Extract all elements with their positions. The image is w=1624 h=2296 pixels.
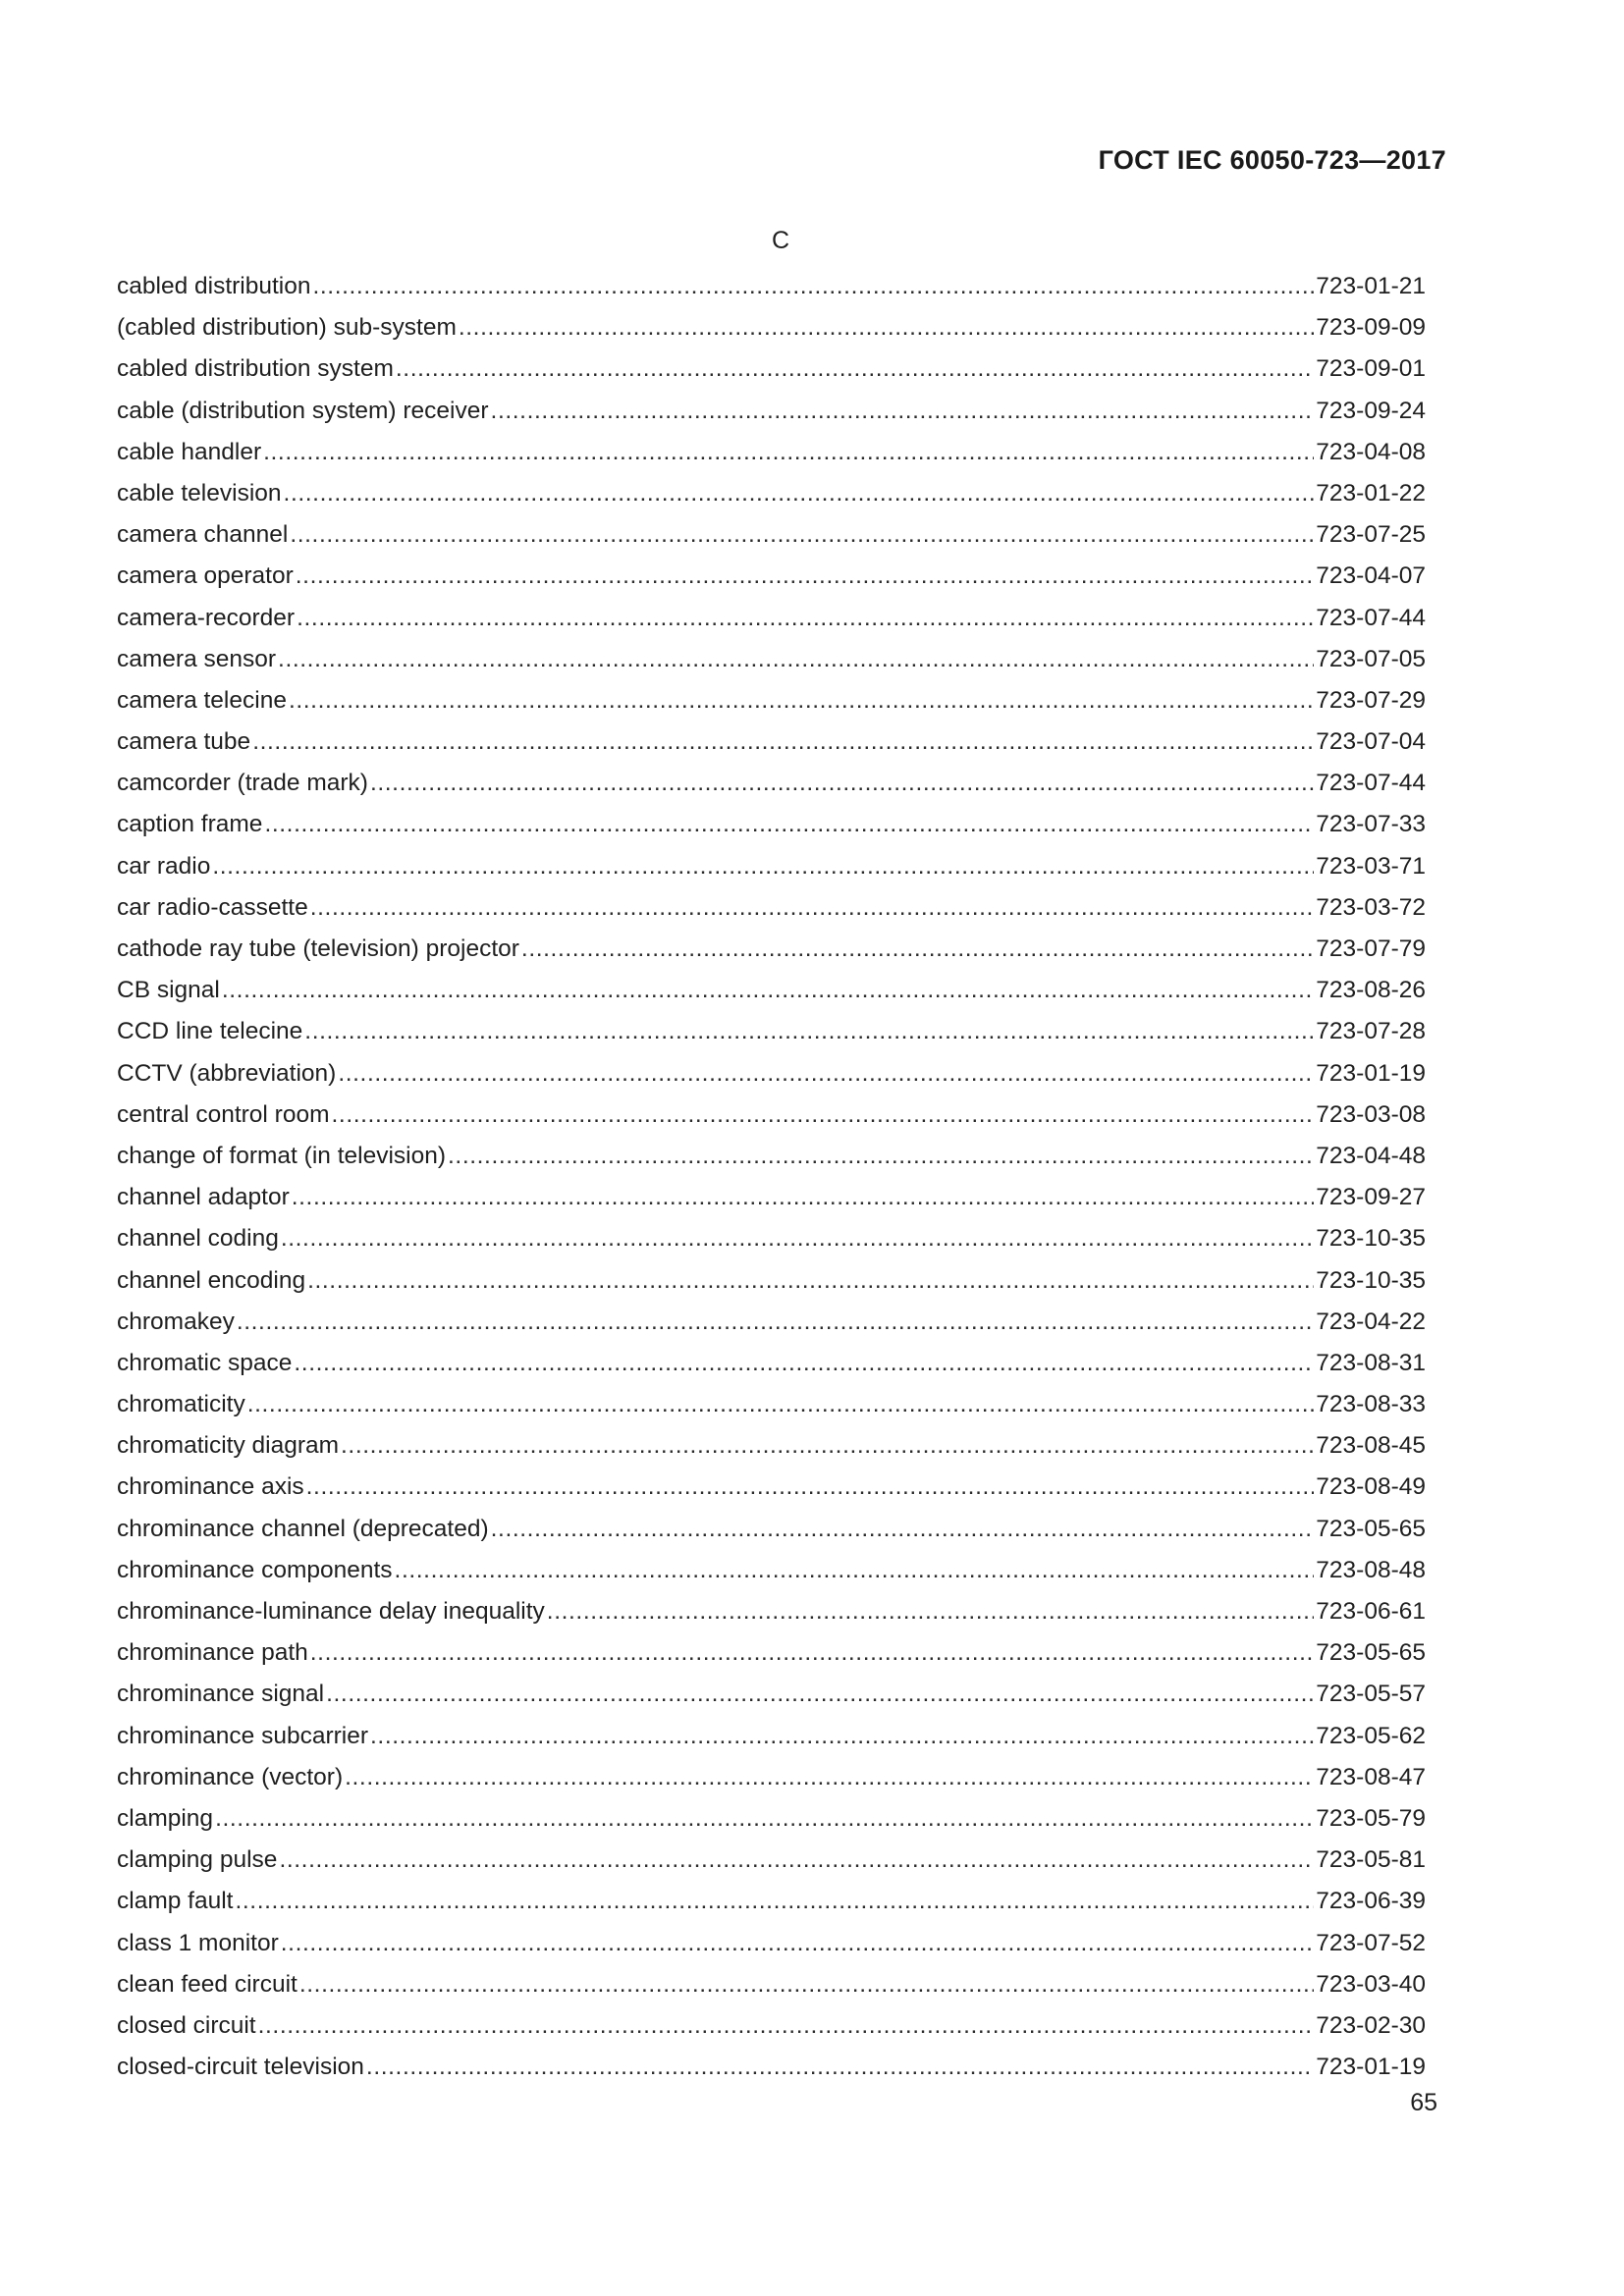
- index-entry-term: chrominance components: [117, 1556, 393, 1583]
- index-entry-reference: 723-05-79: [1316, 1804, 1426, 1832]
- index-entry: [117, 887, 1426, 929]
- index-entry: [117, 1053, 1426, 1095]
- index-entry-term: channel encoding: [117, 1266, 306, 1294]
- index-entry-term: cabled distribution: [117, 273, 311, 299]
- dot-leader: [296, 556, 1315, 597]
- index-entry: [117, 514, 1426, 556]
- index-entry-term: clamp fault: [117, 1888, 234, 1915]
- dot-leader: [212, 846, 1314, 887]
- index-entry-term: cabled distribution system: [117, 355, 394, 383]
- index-entry-term: channel adaptor: [117, 1184, 290, 1211]
- index-entry: [117, 598, 1426, 639]
- index-entry-term: channel coding: [117, 1225, 279, 1253]
- index-entry: [117, 2005, 1426, 2047]
- index-entry-reference: 723-08-47: [1316, 1763, 1426, 1790]
- index-entry-reference: 723-01-21: [1316, 273, 1426, 299]
- index-entry: [117, 556, 1426, 597]
- dot-leader: [222, 970, 1314, 1011]
- index-entry-reference: 723-03-40: [1316, 1970, 1426, 1998]
- index-entry: [117, 680, 1426, 721]
- index-entry-term: camera telecine: [117, 686, 287, 714]
- index-entry: [117, 1716, 1426, 1757]
- index-entry-reference: 723-07-33: [1316, 811, 1426, 838]
- index-entry: [117, 721, 1426, 763]
- dot-leader: [306, 1467, 1315, 1508]
- index-entry-term: camera operator: [117, 562, 294, 590]
- document-standard-title: ГОСТ IEC 60050-723—2017: [1098, 145, 1446, 175]
- index-entry: [117, 1136, 1426, 1177]
- dot-leader: [307, 1260, 1314, 1302]
- index-entry: [117, 307, 1426, 348]
- index-entry: [117, 1425, 1426, 1467]
- index-entry: [117, 1840, 1426, 1881]
- index-entry: [117, 639, 1426, 680]
- index-entry-term: clamping: [117, 1804, 214, 1832]
- index-section-letter: C: [771, 227, 790, 254]
- dot-leader: [304, 1011, 1314, 1052]
- index-entry: [117, 2047, 1426, 2088]
- index-entry-term: central control room: [117, 1100, 330, 1128]
- dot-leader: [310, 887, 1315, 929]
- dot-leader: [326, 1674, 1314, 1715]
- dot-leader: [338, 1053, 1314, 1095]
- index-entry-term: clean feed circuit: [117, 1970, 298, 1998]
- dot-leader: [448, 1136, 1314, 1177]
- index-entry-reference: 723-04-22: [1316, 1308, 1426, 1335]
- index-entry-term: chrominance-luminance delay inequality: [117, 1598, 545, 1625]
- index-entry-term: chrominance subcarrier: [117, 1722, 368, 1749]
- index-entry-reference: 723-08-33: [1316, 1391, 1426, 1418]
- index-entry: [117, 970, 1426, 1011]
- dot-leader: [278, 639, 1314, 680]
- index-entry-term: chrominance path: [117, 1639, 308, 1667]
- index-entry: [117, 804, 1426, 845]
- dot-leader: [281, 1923, 1315, 1964]
- index-entry: [117, 1591, 1426, 1632]
- index-entry-term: closed circuit: [117, 2011, 256, 2039]
- index-entry-reference: 723-07-79: [1316, 935, 1426, 962]
- index-entry-reference: 723-03-72: [1316, 893, 1426, 921]
- index-entry-term: chrominance channel (deprecated): [117, 1515, 489, 1542]
- index-entry-term: cable television: [117, 479, 282, 507]
- dot-leader: [310, 1632, 1315, 1674]
- dot-leader: [396, 348, 1314, 390]
- dot-leader: [395, 1550, 1315, 1591]
- index-entry-reference: 723-04-07: [1316, 562, 1426, 590]
- index-entry-term: car radio-cassette: [117, 893, 308, 921]
- index-entry-term: caption frame: [117, 811, 263, 838]
- index-entry-term: chromatic space: [117, 1349, 293, 1376]
- dot-leader: [312, 266, 1314, 307]
- dot-leader: [341, 1425, 1314, 1467]
- index-entry-reference: 723-10-35: [1316, 1266, 1426, 1294]
- index-entry: [117, 1218, 1426, 1259]
- dot-leader: [491, 391, 1315, 432]
- index-entry-term: class 1 monitor: [117, 1929, 279, 1956]
- dot-leader: [547, 1591, 1315, 1632]
- index-entry-term: car radio: [117, 852, 211, 880]
- dot-leader: [215, 1798, 1314, 1840]
- dot-leader: [459, 307, 1314, 348]
- dot-leader: [332, 1095, 1315, 1136]
- index-entry: [117, 1177, 1426, 1218]
- index-entry: [117, 1964, 1426, 2005]
- dot-leader: [366, 2047, 1314, 2088]
- index-entry-term: CCTV (abbreviation): [117, 1059, 337, 1087]
- dot-leader: [290, 514, 1314, 556]
- index-entry: [117, 846, 1426, 887]
- dot-leader: [263, 432, 1314, 473]
- index-entry-term: chromakey: [117, 1308, 235, 1335]
- index-entry: [117, 1384, 1426, 1425]
- index-entry-term: chrominance signal: [117, 1681, 325, 1708]
- dot-leader: [264, 804, 1314, 845]
- index-entry: [117, 266, 1426, 307]
- index-entry-term: camcorder (trade mark): [117, 770, 368, 797]
- index-entry-reference: 723-08-31: [1316, 1349, 1426, 1376]
- index-entry-reference: 723-07-05: [1316, 645, 1426, 672]
- dot-leader: [235, 1881, 1314, 1922]
- dot-leader: [281, 1218, 1314, 1259]
- page-number: 65: [1410, 2089, 1437, 2116]
- index-entry-reference: 723-03-71: [1316, 852, 1426, 880]
- index-entry-reference: 723-05-65: [1316, 1515, 1426, 1542]
- index-entry: [117, 391, 1426, 432]
- index-entry-term: chromaticity diagram: [117, 1432, 340, 1460]
- index-entry-reference: 723-07-29: [1316, 686, 1426, 714]
- index-entry: [117, 1757, 1426, 1798]
- index-entry-reference: 723-08-48: [1316, 1556, 1426, 1583]
- index-entry-term: chromaticity: [117, 1391, 245, 1418]
- index-entry-term: chrominance (vector): [117, 1763, 344, 1790]
- index-entry-reference: 723-04-08: [1316, 438, 1426, 465]
- index-entry-reference: 723-08-45: [1316, 1432, 1426, 1460]
- index-entry: [117, 473, 1426, 514]
- index-entry-term: CB signal: [117, 977, 220, 1004]
- index-entry: [117, 1260, 1426, 1302]
- index-entry-term: cable handler: [117, 438, 262, 465]
- dot-leader: [247, 1384, 1315, 1425]
- index-entry: [117, 1095, 1426, 1136]
- index-entry-reference: 723-07-04: [1316, 728, 1426, 756]
- index-entry-reference: 723-01-22: [1316, 479, 1426, 507]
- index-entry: [117, 1923, 1426, 1964]
- index-entry: [117, 1509, 1426, 1550]
- index-entry: [117, 1011, 1426, 1052]
- dot-leader: [289, 680, 1314, 721]
- index-entry-reference: 723-07-52: [1316, 1929, 1426, 1956]
- index-entry-reference: 723-07-25: [1316, 521, 1426, 549]
- dot-leader: [521, 929, 1314, 970]
- index-entry-reference: 723-05-81: [1316, 1846, 1426, 1874]
- dot-leader: [292, 1177, 1315, 1218]
- dot-leader: [370, 763, 1314, 804]
- index-entry-reference: 723-09-27: [1316, 1184, 1426, 1211]
- index-entry: [117, 432, 1426, 473]
- index-entry: [117, 1674, 1426, 1715]
- index-entry: [117, 1467, 1426, 1508]
- index-entry-term: closed-circuit television: [117, 2054, 364, 2081]
- index-entry-term: camera tube: [117, 728, 251, 756]
- index-entry-reference: 723-06-39: [1316, 1888, 1426, 1915]
- index-entry-reference: 723-09-09: [1316, 314, 1426, 342]
- index-entry-reference: 723-07-44: [1316, 604, 1426, 631]
- dot-leader: [491, 1509, 1315, 1550]
- index-entry: [117, 1302, 1426, 1343]
- dot-leader: [258, 2005, 1315, 2047]
- index-entry-reference: 723-05-57: [1316, 1681, 1426, 1708]
- index-entry-reference: 723-08-49: [1316, 1473, 1426, 1501]
- dot-leader: [237, 1302, 1314, 1343]
- index-entry-reference: 723-07-44: [1316, 770, 1426, 797]
- index-entry-reference: 723-03-08: [1316, 1100, 1426, 1128]
- dot-leader: [299, 1964, 1314, 2005]
- index-entry: [117, 1798, 1426, 1840]
- index-entry-list: [117, 266, 1426, 2088]
- index-entry-reference: 723-01-19: [1316, 1059, 1426, 1087]
- index-entry-term: chrominance axis: [117, 1473, 304, 1501]
- index-entry-term: cathode ray tube (television) projector: [117, 935, 519, 962]
- index-entry: [117, 763, 1426, 804]
- index-entry-term: cable (distribution system) receiver: [117, 397, 489, 424]
- dot-leader: [297, 598, 1314, 639]
- index-entry-term: change of format (in television): [117, 1142, 446, 1169]
- dot-leader: [279, 1840, 1314, 1881]
- index-entry-reference: 723-04-48: [1316, 1142, 1426, 1169]
- index-entry-term: clamping pulse: [117, 1846, 278, 1874]
- dot-leader: [252, 721, 1314, 763]
- index-entry: [117, 1632, 1426, 1674]
- index-entry-reference: 723-05-62: [1316, 1722, 1426, 1749]
- dot-leader: [370, 1716, 1314, 1757]
- index-entry-term: camera channel: [117, 521, 289, 549]
- index-entry-term: camera sensor: [117, 645, 277, 672]
- index-entry-reference: 723-09-01: [1316, 355, 1426, 383]
- index-entry-term: camera-recorder: [117, 604, 296, 631]
- index-entry-reference: 723-01-19: [1316, 2054, 1426, 2081]
- dot-leader: [345, 1757, 1314, 1798]
- index-entry-term: CCD line telecine: [117, 1018, 303, 1045]
- dot-leader: [294, 1343, 1314, 1384]
- index-entry-reference: 723-07-28: [1316, 1018, 1426, 1045]
- index-entry-reference: 723-09-24: [1316, 397, 1426, 424]
- index-entry: [117, 929, 1426, 970]
- index-entry: [117, 1881, 1426, 1922]
- index-entry-reference: 723-05-65: [1316, 1639, 1426, 1667]
- index-entry-reference: 723-02-30: [1316, 2011, 1426, 2039]
- index-entry: [117, 348, 1426, 390]
- dot-leader: [284, 473, 1315, 514]
- index-entry-reference: 723-08-26: [1316, 977, 1426, 1004]
- index-entry: [117, 1550, 1426, 1591]
- index-entry-term: (cabled distribution) sub-system: [117, 314, 457, 342]
- index-entry-reference: 723-06-61: [1316, 1598, 1426, 1625]
- index-entry: [117, 1343, 1426, 1384]
- index-entry-reference: 723-10-35: [1316, 1225, 1426, 1253]
